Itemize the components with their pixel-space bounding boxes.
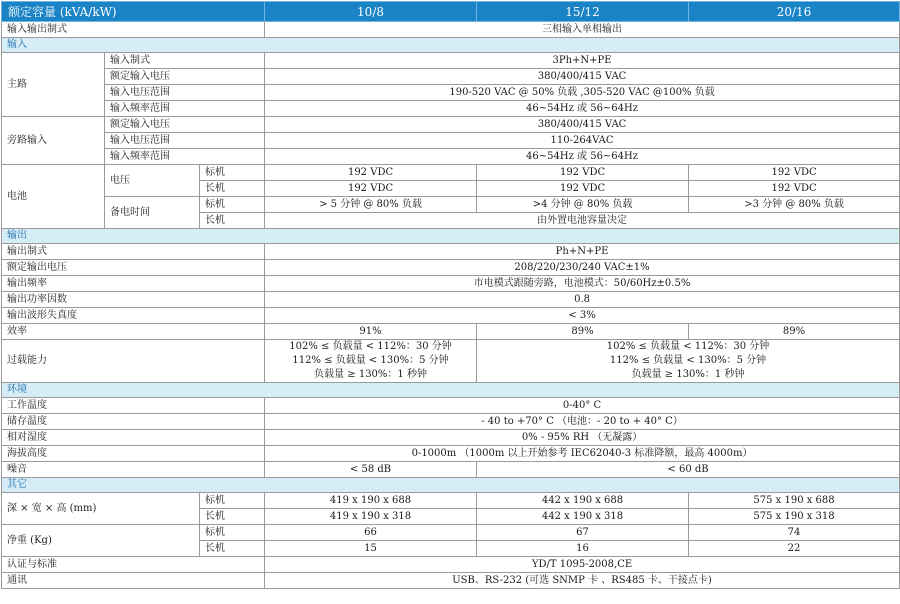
- overload-line: 负载量 ≥ 130%：1 秒钟: [631, 369, 745, 380]
- section-output: [2, 229, 900, 244]
- bypass-input-row: [2, 117, 900, 133]
- environment-row: [2, 430, 900, 446]
- output-mode-value: Ph+N+PE: [265, 244, 900, 260]
- weight-standard-value: 67: [477, 525, 689, 541]
- battery-voltage-standard: 192 VDC: [265, 165, 477, 181]
- section-output-title: 输出: [2, 229, 900, 244]
- noise-value-15-20k: < 60 dB: [477, 462, 900, 478]
- dims-long-value: 419 x 190 x 318: [265, 509, 477, 525]
- environment-row: [2, 414, 900, 430]
- storage-temp-label: 储存温度: [2, 414, 265, 430]
- battery-row: [2, 197, 900, 213]
- battery-standard-label: 标机: [200, 165, 265, 181]
- certification-value: YD/T 1095-2008,CE: [265, 557, 900, 573]
- altitude-value: 0-1000m （1000m 以上开始参考 IEC62040-3 标准降额，最高 4000m）: [265, 446, 900, 462]
- main-rated-voltage-label: 额定输入电压: [105, 69, 265, 85]
- bypass-input-row: [2, 149, 900, 165]
- bypass-label: 旁路输入: [2, 117, 105, 165]
- dims-standard-value: 442 x 190 x 688: [477, 493, 689, 509]
- operating-temp-label: 工作温度: [2, 398, 265, 414]
- main-input-row: [2, 69, 900, 85]
- section-other: [2, 478, 900, 493]
- environment-row: [2, 398, 900, 414]
- output-thd-label: 输出波形失真度: [2, 308, 265, 324]
- dims-long-value: 442 x 190 x 318: [477, 509, 689, 525]
- main-input-mode-label: 输入制式: [105, 53, 265, 69]
- main-voltage-range-label: 输入电压范围: [105, 85, 265, 101]
- battery-voltage-long: 192 VDC: [477, 181, 689, 197]
- overload-line: 112% ≤ 负载量 < 130%：5 分钟: [292, 355, 449, 366]
- overload-value-10k: [265, 340, 477, 383]
- dimensions-label: 深 × 宽 × 高 (mm): [2, 493, 200, 525]
- overload-row: [2, 340, 900, 383]
- dims-standard-label: 标机: [200, 493, 265, 509]
- output-pf-label: 输出功率因数: [2, 292, 265, 308]
- overload-line: 112% ≤ 负载量 < 130%：5 分钟: [609, 355, 767, 366]
- efficiency-value: 89%: [689, 324, 900, 340]
- model-20-16-header: 20/16: [689, 2, 900, 22]
- bypass-freq-range-label: 输入频率范围: [105, 149, 265, 165]
- main-input-row: [2, 53, 900, 69]
- main-input-mode-value: 3Ph+N+PE: [265, 53, 900, 69]
- section-input: [2, 38, 900, 53]
- main-freq-range-label: 输入频率范围: [105, 101, 265, 117]
- io-mode-value: 三相输入单相输出: [265, 22, 900, 38]
- certification-label: 认证与标准: [2, 557, 265, 573]
- weight-long-value: 22: [689, 541, 900, 557]
- model-15-12-header: 15/12: [477, 2, 689, 22]
- backup-time-standard: >3 分钟 @ 80% 负载: [689, 197, 900, 213]
- noise-label: 噪音: [2, 462, 265, 478]
- battery-row: [2, 165, 900, 181]
- overload-line: 102% ≤ 负载量 < 112%：30 分钟: [606, 341, 770, 352]
- section-environment: [2, 383, 900, 398]
- bypass-rated-voltage-value: 380/400/415 VAC: [265, 117, 900, 133]
- overload-line: 负载量 ≥ 130%：1 秒钟: [314, 369, 427, 380]
- dims-long-label: 长机: [200, 509, 265, 525]
- noise-value-10k: < 58 dB: [265, 462, 477, 478]
- model-10-8-header: 10/8: [265, 2, 477, 22]
- main-voltage-range-value: 190-520 VAC @ 50% 负载 ,305-520 VAC @100% 负载: [265, 85, 900, 101]
- bypass-input-row: [2, 133, 900, 149]
- weight-long-value: 16: [477, 541, 689, 557]
- output-voltage-value: 208/220/230/240 VAC±1%: [265, 260, 900, 276]
- main-freq-range-value: 46~54Hz 或 56~64Hz: [265, 101, 900, 117]
- storage-temp-value: - 40 to +70° C （电池：- 20 to + 40° C）: [265, 414, 900, 430]
- section-input-title: 输入: [2, 38, 900, 53]
- weight-long-label: 长机: [200, 541, 265, 557]
- battery-voltage-standard: 192 VDC: [689, 165, 900, 181]
- dims-standard-value: 575 x 190 x 688: [689, 493, 900, 509]
- weight-standard-value: 74: [689, 525, 900, 541]
- battery-long-label: 长机: [200, 213, 265, 229]
- output-freq-value: 市电模式跟随旁路，电池模式：50/60Hz±0.5%: [265, 276, 900, 292]
- output-mode-label: 输出制式: [2, 244, 265, 260]
- main-rated-voltage-value: 380/400/415 VAC: [265, 69, 900, 85]
- io-mode-label: 输入输出制式: [2, 22, 265, 38]
- overload-value-15-20k: [477, 340, 900, 383]
- communication-value: USB、RS-232 (可选 SNMP 卡 、RS485 卡、干接点卡): [265, 573, 900, 589]
- efficiency-value: 89%: [477, 324, 689, 340]
- backup-time-long: 由外置电池容量决定: [265, 213, 900, 229]
- output-row: [2, 292, 900, 308]
- main-input-row: [2, 85, 900, 101]
- section-environment-title: 环境: [2, 383, 900, 398]
- output-pf-value: 0.8: [265, 292, 900, 308]
- communication-row: [2, 573, 900, 589]
- dims-long-value: 575 x 190 x 318: [689, 509, 900, 525]
- output-freq-label: 输出频率: [2, 276, 265, 292]
- bypass-rated-voltage-label: 额定输入电压: [105, 117, 265, 133]
- main-input-row: [2, 101, 900, 117]
- environment-row: [2, 446, 900, 462]
- io-mode-row: [2, 22, 900, 38]
- communication-label: 通讯: [2, 573, 265, 589]
- bypass-voltage-range-value: 110-264VAC: [265, 133, 900, 149]
- weight-row: [2, 525, 900, 541]
- weight-standard-value: 66: [265, 525, 477, 541]
- weight-label: 净重 (Kg): [2, 525, 200, 557]
- dims-standard-value: 419 x 190 x 688: [265, 493, 477, 509]
- battery-voltage-standard: 192 VDC: [477, 165, 689, 181]
- battery-label: 电池: [2, 165, 105, 229]
- efficiency-value: 91%: [265, 324, 477, 340]
- operating-temp-value: 0-40° C: [265, 398, 900, 414]
- output-row: [2, 276, 900, 292]
- header-row: [2, 2, 900, 22]
- bypass-freq-range-value: 46~54Hz 或 56~64Hz: [265, 149, 900, 165]
- weight-long-value: 15: [265, 541, 477, 557]
- output-row: [2, 244, 900, 260]
- battery-long-label: 长机: [200, 181, 265, 197]
- battery-voltage-long: 192 VDC: [265, 181, 477, 197]
- output-voltage-label: 额定输出电压: [2, 260, 265, 276]
- battery-standard-label: 标机: [200, 197, 265, 213]
- efficiency-label: 效率: [2, 324, 265, 340]
- overload-line: 102% ≤ 负载量 < 112%：30 分钟: [289, 341, 452, 352]
- battery-voltage-long: 192 VDC: [689, 181, 900, 197]
- altitude-label: 海拔高度: [2, 446, 265, 462]
- battery-voltage-label: 电压: [105, 165, 200, 197]
- humidity-value: 0% - 95% RH （无凝露）: [265, 430, 900, 446]
- backup-time-standard: > 5 分钟 @ 80% 负载: [265, 197, 477, 213]
- dimensions-row: [2, 493, 900, 509]
- overload-label: 过载能力: [2, 340, 265, 383]
- output-row: [2, 308, 900, 324]
- rated-capacity-header: 额定容量 (kVA/kW): [2, 2, 265, 22]
- main-path-label: 主路: [2, 53, 105, 117]
- output-row: [2, 260, 900, 276]
- bypass-voltage-range-label: 输入电压范围: [105, 133, 265, 149]
- spec-table: [1, 1, 900, 589]
- output-thd-value: < 3%: [265, 308, 900, 324]
- section-other-title: 其它: [2, 478, 900, 493]
- humidity-label: 相对湿度: [2, 430, 265, 446]
- certification-row: [2, 557, 900, 573]
- output-row: [2, 324, 900, 340]
- weight-standard-label: 标机: [200, 525, 265, 541]
- backup-time-standard: >4 分钟 @ 80% 负载: [477, 197, 689, 213]
- environment-row: [2, 462, 900, 478]
- backup-time-label: 备电时间: [105, 197, 200, 229]
